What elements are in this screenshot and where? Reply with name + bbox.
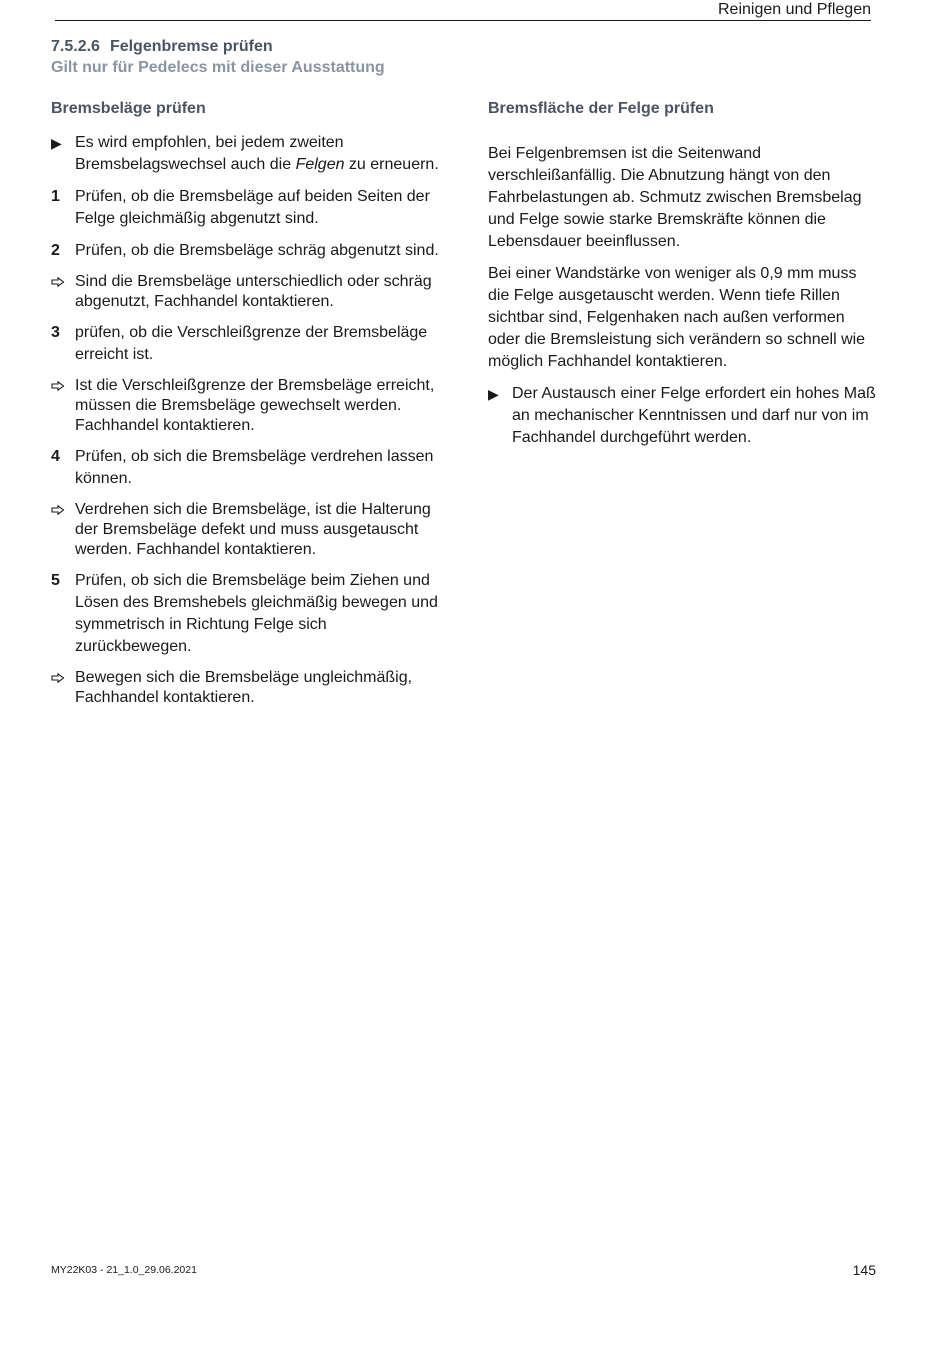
- left-column: [51, 98, 443, 718]
- result-text: Bewegen sich die Bremsbeläge ungleichmäßig, Fachhandel kontaktieren.: [75, 669, 413, 706]
- result-text: Verdrehen sich die Bremsbeläge, ist die Halterung der Bremsbeläge defekt und muss ausgetauscht werden. Fachhandel kontaktieren.: [75, 501, 431, 558]
- left-heading: Bremsbeläge prüfen: [51, 100, 206, 117]
- step-text: prüfen, ob die Verschleißgrenze der Bremsbeläge erreicht ist.: [75, 324, 428, 363]
- section-title: Felgenbremse prüfen: [109, 38, 273, 55]
- tip-text-emph: Felgen: [295, 156, 345, 173]
- step-number: 5: [51, 572, 60, 589]
- header-rule: [55, 20, 871, 21]
- result-text: Ist die Verschleißgrenze der Bremsbeläge erreicht, müssen die Bremsbeläge gewechselt werden. Fachhandel kontaktieren.: [75, 377, 435, 434]
- result-text: Sind die Bremsbeläge unterschiedlich oder schräg abgenutzt, Fachhandel kontaktieren.: [75, 273, 432, 310]
- step-item: [51, 240, 443, 262]
- section-subtitle: Gilt nur für Pedelecs mit dieser Ausstattung: [51, 59, 385, 76]
- result-item: [51, 272, 443, 312]
- document-id: MY22K03 - 21_1.0_29.06.2021: [51, 1264, 197, 1276]
- tip-text-before: Es wird empfohlen, bei jedem zweiten Bremsbelagswechsel auch die: [75, 134, 344, 173]
- triangle-bullet-icon: ▶: [51, 135, 62, 151]
- paragraph: Bei einer Wandstärke von weniger als 0,9 mm muss die Felge ausgetauscht werden. Wenn tiefe Rillen sichtbar sind, Felgenhaken nach außen verformen oder die Bremsleistung sich verändern so schnell wie möglich Fachhandel kontaktieren.: [488, 265, 866, 370]
- page-number: 145: [852, 1262, 876, 1278]
- step-item: [51, 446, 443, 490]
- result-item: [51, 500, 443, 560]
- triangle-bullet-icon: ▶: [488, 386, 499, 402]
- step-number: 4: [51, 448, 60, 465]
- result-arrow-icon: [51, 500, 71, 515]
- step-number: 3: [51, 324, 60, 341]
- step-number: 1: [51, 188, 60, 205]
- running-header: Reinigen und Pflegen: [717, 1, 871, 18]
- result-arrow-icon: [51, 668, 71, 683]
- section-heading: [51, 38, 273, 56]
- step-item: [51, 570, 443, 658]
- step-item: [51, 322, 443, 366]
- tip-text-after: zu erneuern.: [344, 156, 439, 173]
- step-text: Prüfen, ob die Bremsbeläge auf beiden Seiten der Felge gleichmäßig abgenutzt sind.: [75, 188, 430, 227]
- result-item: [51, 668, 443, 708]
- paragraph: Bei Felgenbremsen ist die Seitenwand verschleißanfällig. Die Abnutzung hängt von den Fahrbelastungen ab. Schmutz zwischen Bremsbelag und Felge sowie starke Bremskräfte können die Lebensdauer beeinflussen.: [488, 145, 862, 250]
- result-item: [51, 376, 443, 436]
- result-arrow-icon: [51, 272, 71, 287]
- tip-item: [51, 132, 443, 176]
- step-number: 2: [51, 242, 60, 259]
- step-text: Prüfen, ob sich die Bremsbeläge beim Ziehen und Lösen des Bremshebels gleichmäßig bewegen und symmetrisch in Richtung Felge sich zurückbewegen.: [75, 572, 438, 655]
- step-text: Prüfen, ob die Bremsbeläge schräg abgenutzt sind.: [75, 242, 439, 259]
- right-column: [488, 98, 880, 459]
- result-arrow-icon: [51, 376, 71, 391]
- steps-list: [51, 186, 443, 708]
- step-text: Prüfen, ob sich die Bremsbeläge verdrehen lassen können.: [75, 448, 434, 487]
- note-item: [488, 383, 880, 449]
- right-heading: Bremsfläche der Felge prüfen: [488, 100, 714, 117]
- section-number: 7.5.2.6: [51, 38, 100, 55]
- step-item: [51, 186, 443, 230]
- note-text: Der Austausch einer Felge erfordert ein hohes Maß an mechanischer Kenntnissen und darf nur von im Fachhandel durchgeführt werden.: [512, 385, 876, 446]
